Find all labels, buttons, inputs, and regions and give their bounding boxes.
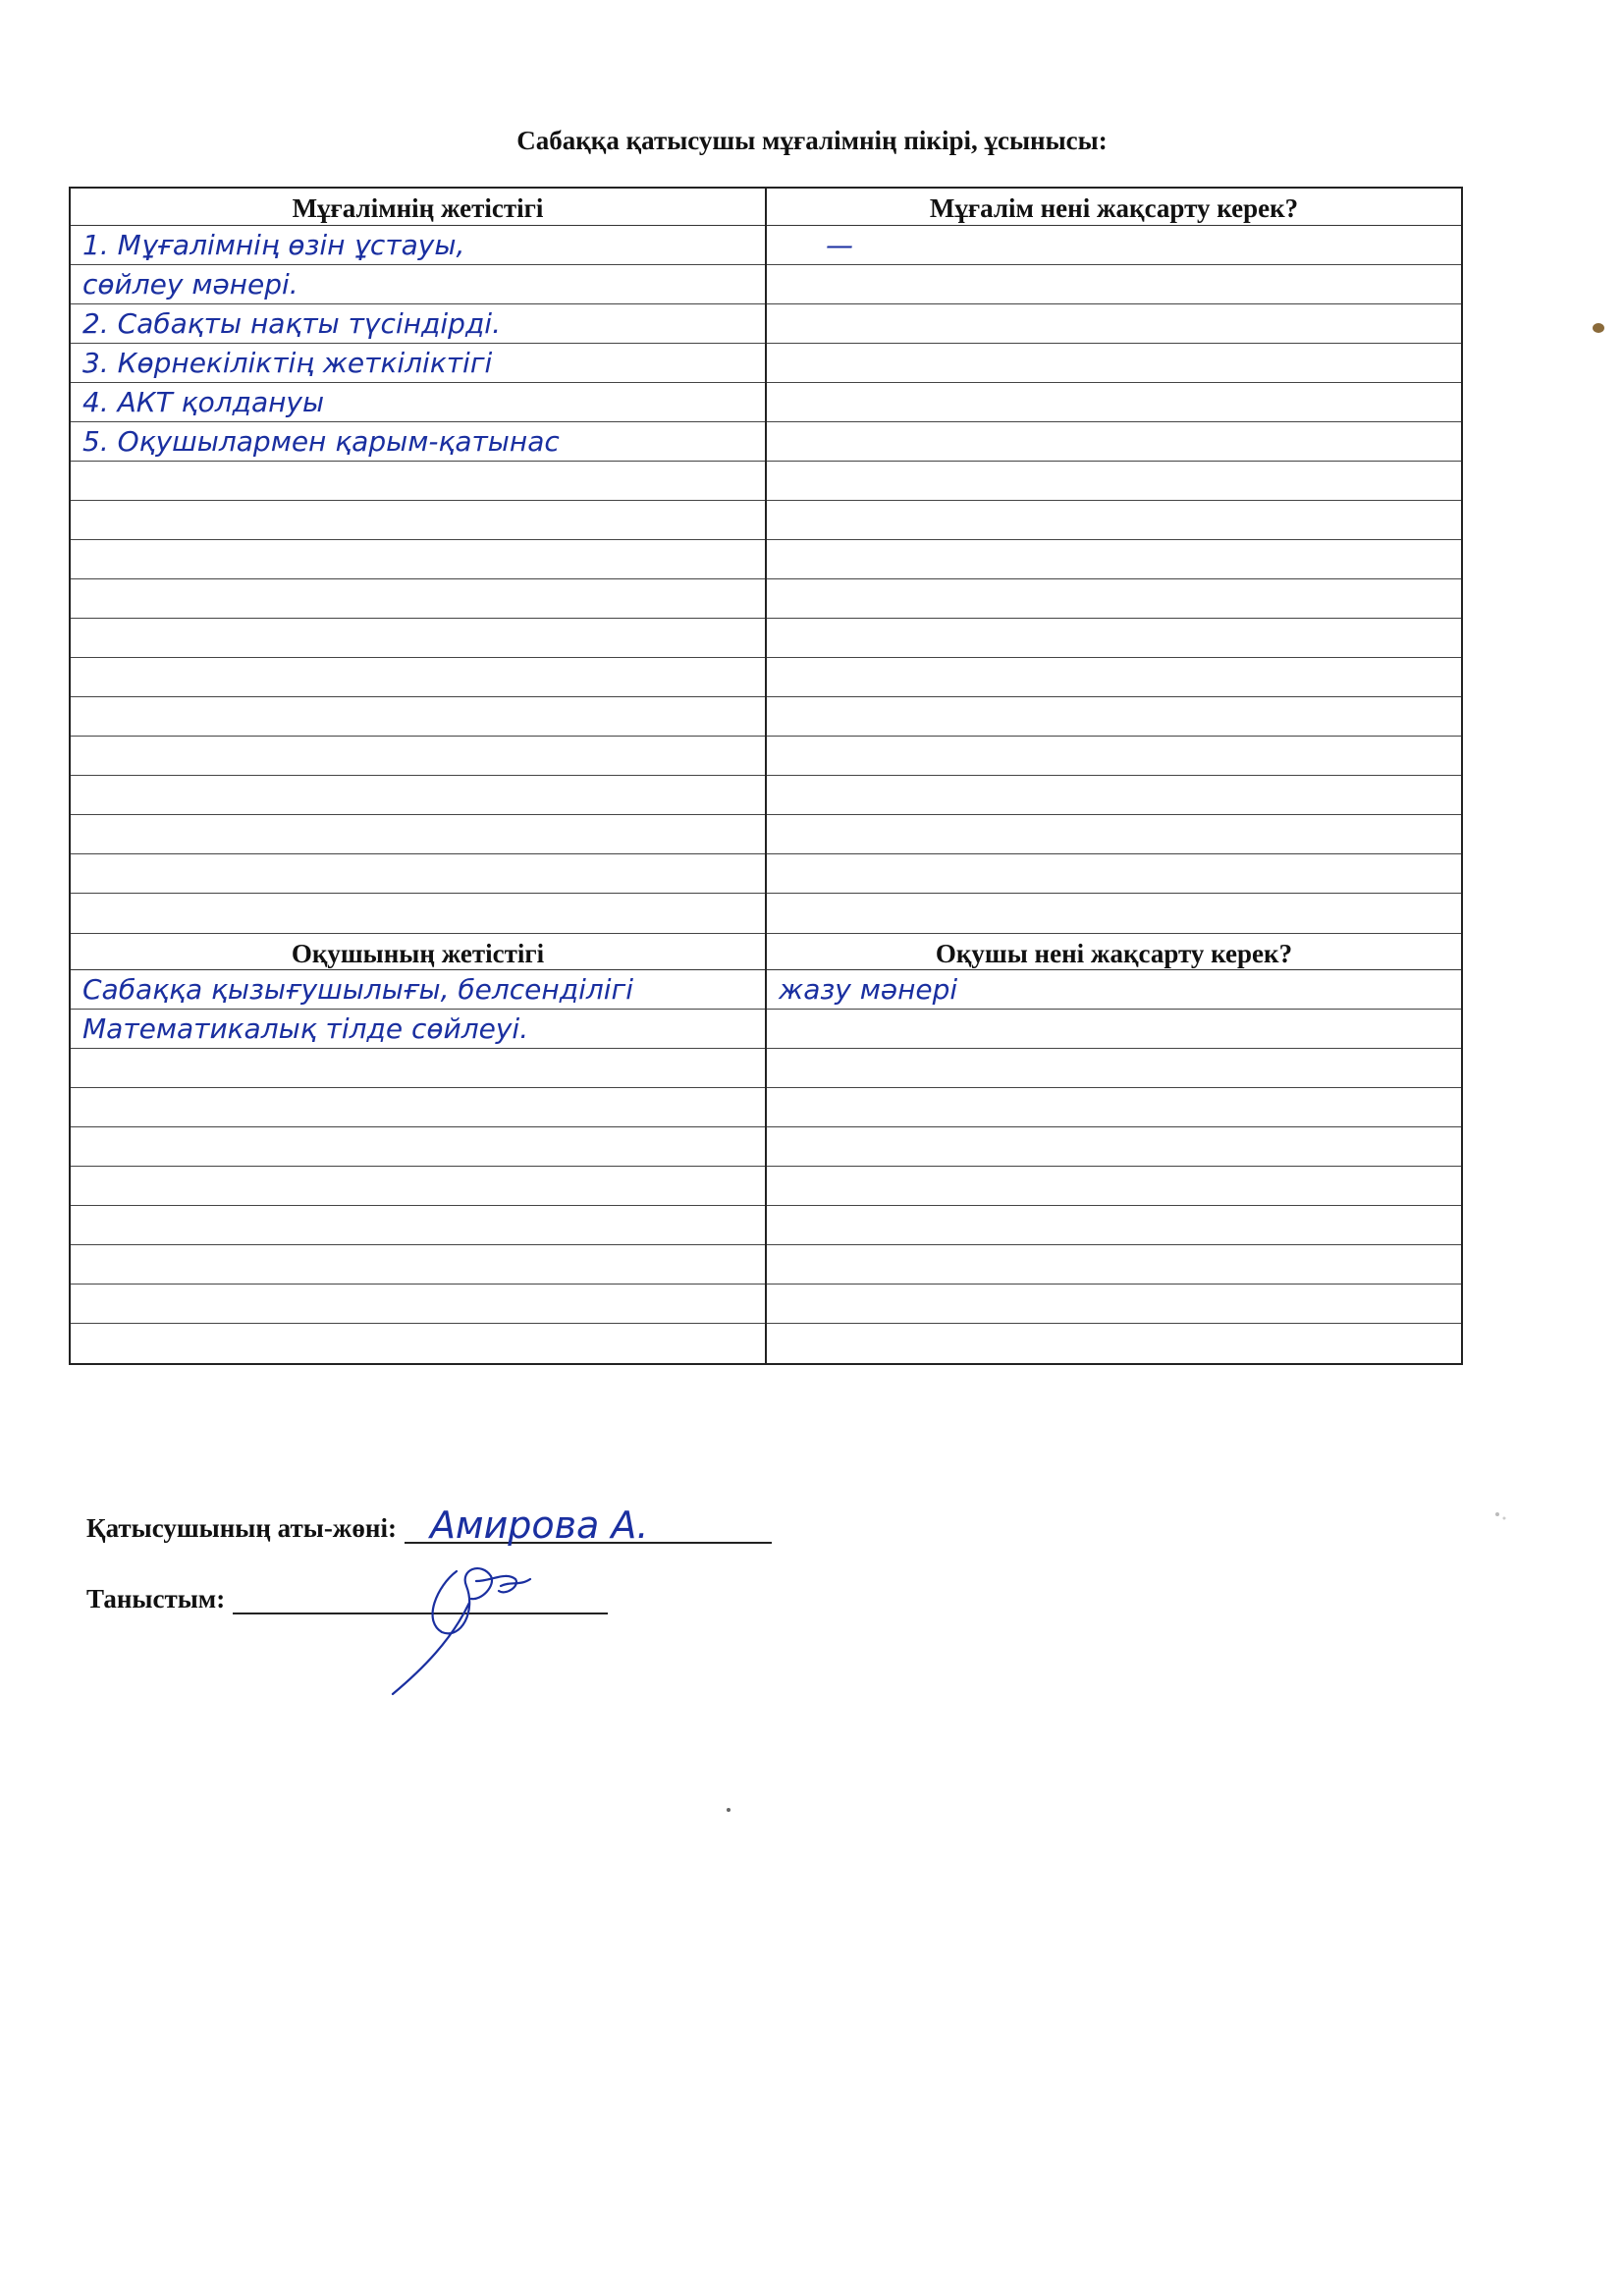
form-title: Сабаққа қатысушы мұғалімнің пікірі, ұсынысы:: [516, 126, 1108, 155]
participant-name-label: Қатысушының аты-жөні:: [86, 1513, 397, 1543]
teacher-improvement-line: —: [767, 226, 1461, 265]
teacher-achievement-line: 5. Оқушылармен қарым-қатынас: [71, 422, 765, 462]
teacher-achievement-line: 1. Мұғалімнің өзін ұстауы,: [71, 226, 765, 265]
participant-name-field: Амирова А.: [405, 1512, 772, 1544]
student-improvement-header: Оқушы нені жақсарту керек?: [767, 933, 1461, 970]
student-improvement-line: жазу мәнері: [767, 970, 1461, 1010]
student-achievement-line: Математикалық тілде сөйлеуі.: [71, 1010, 765, 1049]
teacher-achievement-line: 3. Көрнекіліктің жеткіліктігі: [71, 344, 765, 383]
student-achievement-line: Сабаққа қызығушылығы, белсенділігі: [71, 970, 765, 1010]
teacher-achievement-header: Мұғалімнің жетістігі: [71, 189, 765, 226]
teacher-achievement-line: 4. АКТ қолдануы: [71, 383, 765, 422]
teacher-achievement-line: сөйлеу мәнері.: [71, 265, 765, 304]
student-achievement-header: Оқушының жетістігі: [71, 933, 765, 970]
teacher-achievement-line: 2. Сабақты нақты түсіндірді.: [71, 304, 765, 344]
acquainted-label: Таныстым:: [86, 1584, 226, 1613]
teacher-improvement-header: Мұғалім нені жақсарту керек?: [767, 189, 1461, 226]
